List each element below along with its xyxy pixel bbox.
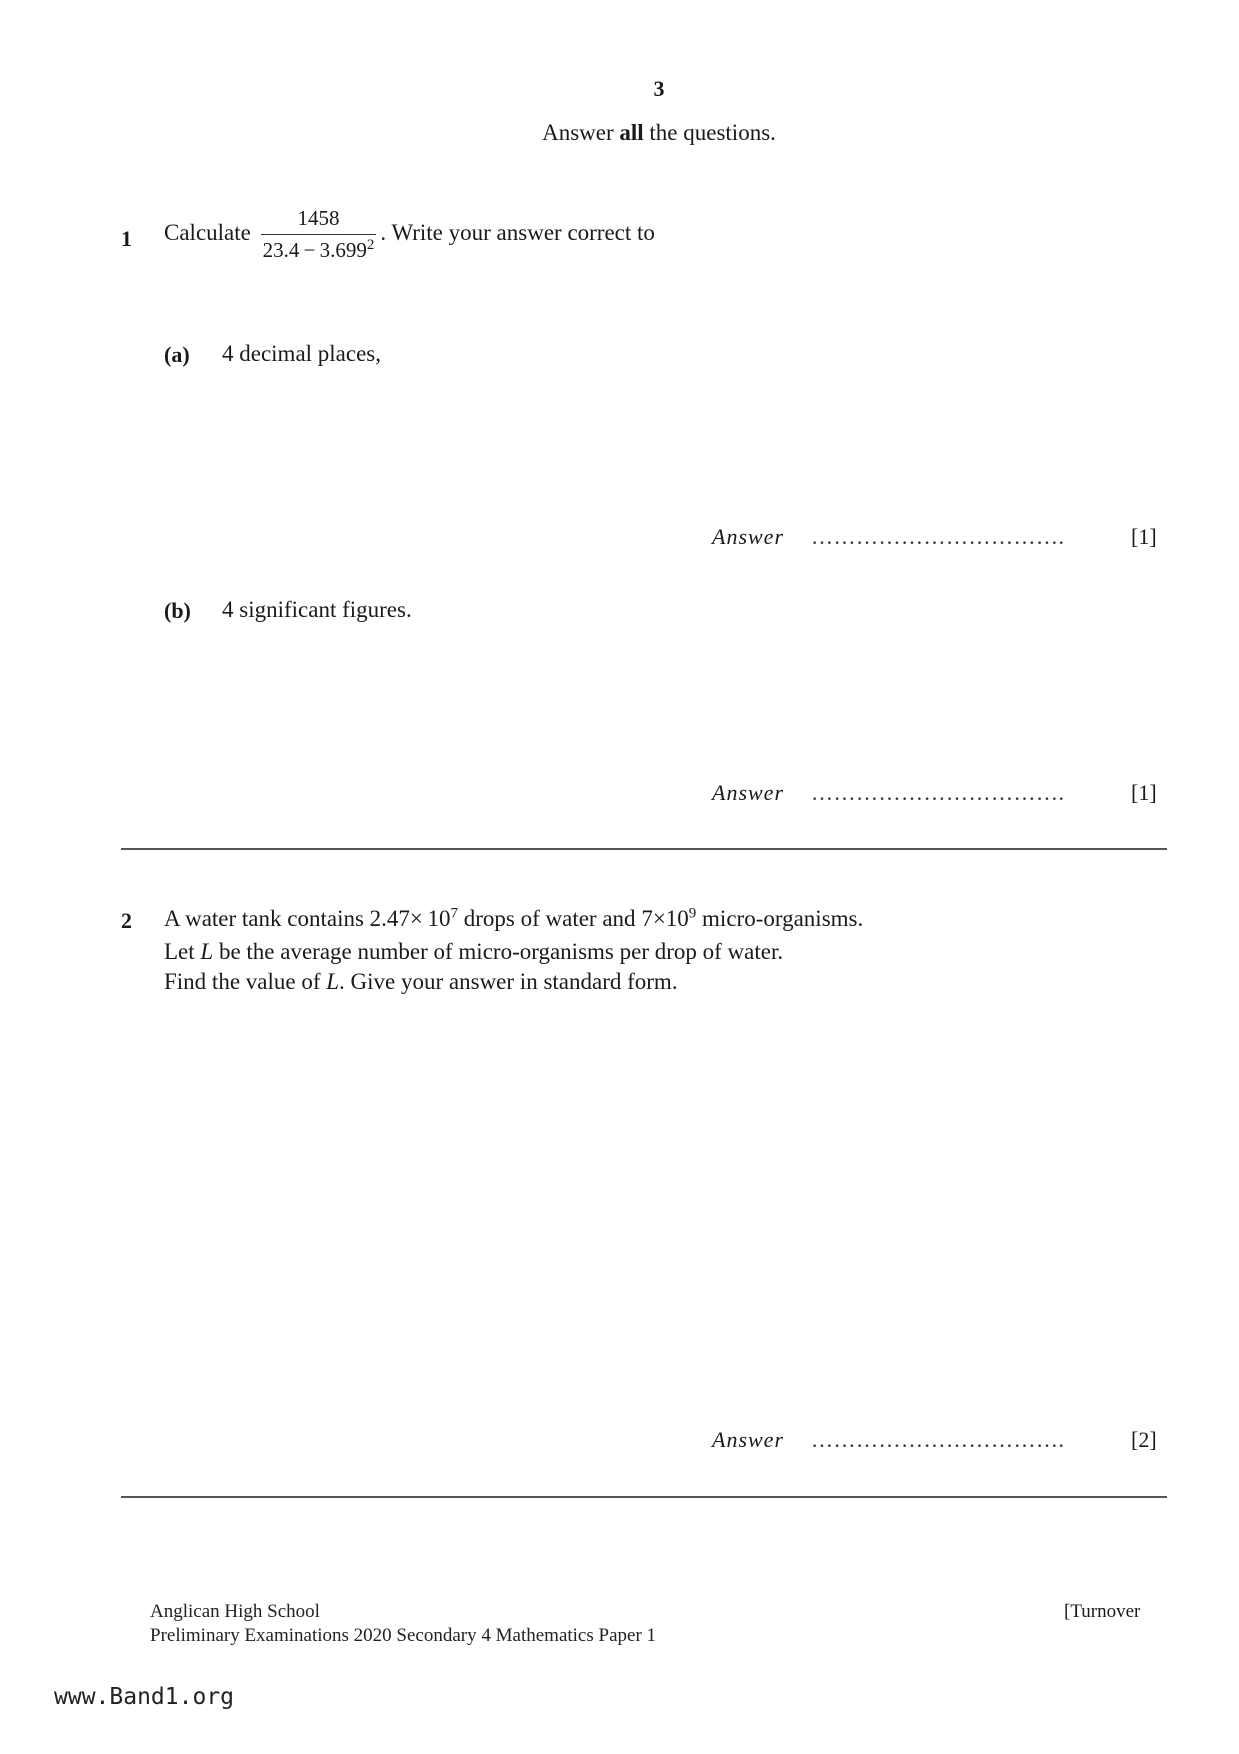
marks: [1] — [1131, 524, 1157, 549]
q2-math-drops-exp: 7 — [450, 905, 458, 922]
part-b-text: 4 significant figures. — [222, 597, 412, 622]
denominator-exponent: 2 — [366, 237, 375, 253]
part-a-label: (a) — [164, 342, 190, 367]
instruction-bold: all — [619, 120, 644, 145]
q2-text-1: A water tank contains — [164, 906, 370, 931]
answer-blank[interactable]: ……………………………. — [811, 1427, 1065, 1452]
watermark: www.Band1.org — [54, 1684, 235, 1710]
turnover-label: [Turnover — [1064, 1601, 1141, 1622]
variable-L: L — [326, 969, 340, 994]
question-2-line-1 — [164, 906, 863, 932]
q2-math-organisms-base: 7×10 — [641, 906, 689, 931]
q2-text-3: micro-organisms. — [696, 906, 864, 931]
footer-paper: Preliminary Examinations 2020 Secondary 4 Mathematics Paper 1 — [150, 1625, 657, 1646]
question-1-after-fraction: . Write your answer correct to — [380, 219, 655, 245]
instruction — [0, 120, 1239, 146]
answer-blank[interactable]: ……………………………. — [811, 780, 1065, 805]
question-2-number: 2 — [121, 908, 132, 933]
variable-L: L — [200, 939, 214, 964]
instruction-after: the questions. — [643, 120, 776, 145]
question-2-answer-line[interactable] — [712, 1427, 1162, 1453]
q2-math-drops — [370, 906, 458, 931]
question-divider — [121, 1496, 1167, 1498]
page-number: 3 — [653, 76, 665, 101]
question-1-stem — [164, 206, 655, 263]
q2-math-organisms — [641, 906, 696, 931]
q2-line2-text-2: be the average number of micro-organisms per drop of water. — [213, 939, 784, 964]
q2-line2-text-1: Let — [164, 939, 201, 964]
answer-label: Answer — [712, 780, 784, 805]
q2-math-organisms-exp: 9 — [688, 905, 697, 922]
part-b-label: (b) — [164, 598, 191, 623]
marks: [1] — [1131, 780, 1157, 805]
question-1-intro: Calculate — [164, 219, 251, 245]
question-1-number: 1 — [121, 226, 132, 251]
answer-blank[interactable]: ……………………………. — [811, 524, 1065, 549]
question-2-line-2 — [164, 939, 783, 965]
answer-label: Answer — [712, 1427, 784, 1452]
q2-text-2: drops of water and — [458, 906, 642, 931]
fraction-denominator — [261, 235, 377, 263]
denominator-base: 23.4 − 3.699 — [262, 238, 367, 262]
question-divider — [121, 848, 1167, 850]
question-1-fraction — [261, 206, 377, 263]
q2-line3-text-1: Find the value of — [164, 969, 327, 994]
footer-school: Anglican High School — [150, 1601, 320, 1622]
fraction-numerator: 1458 — [261, 206, 377, 235]
part-a-text: 4 decimal places, — [222, 341, 382, 366]
part-b-answer-line[interactable] — [712, 780, 1162, 806]
q2-math-drops-base: 2.47× 10 — [369, 906, 451, 931]
instruction-before: Answer — [542, 120, 620, 145]
part-a-answer-line[interactable] — [712, 524, 1162, 550]
q2-line3-text-2: . Give your answer in standard form. — [339, 969, 678, 994]
answer-label: Answer — [712, 524, 784, 549]
question-2-line-3 — [164, 969, 678, 995]
marks: [2] — [1131, 1427, 1157, 1452]
